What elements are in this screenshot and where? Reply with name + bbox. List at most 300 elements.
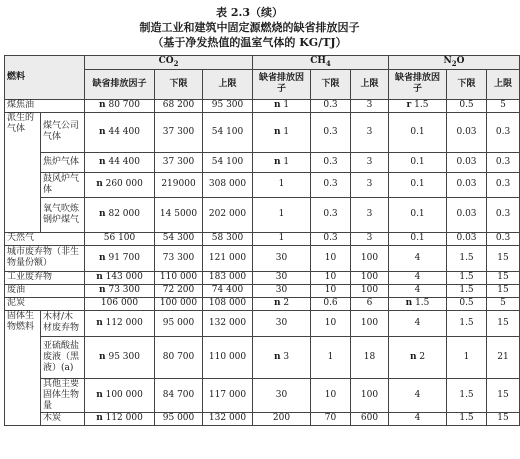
co2-lo-cell: [155, 232, 203, 245]
default-value: 4: [414, 272, 421, 283]
lower-value: 110 000: [159, 272, 198, 283]
fuel-group: 固体生物燃料: [5, 310, 41, 425]
n2o-hi-cell: [487, 297, 520, 310]
lower-value: 14 5000: [159, 209, 198, 220]
ch4-lo-cell: [311, 271, 351, 284]
default-value: 30: [275, 252, 288, 263]
default-value: 4: [414, 389, 421, 400]
co2-lo-cell: [155, 284, 203, 297]
ch4-lo-cell: [311, 232, 351, 245]
n2o-d-cell: [389, 99, 447, 112]
upper-value: 3: [366, 209, 373, 220]
table-number: 表 2.3（续）: [216, 6, 283, 19]
ch4-upper-header: 上限: [351, 69, 389, 99]
co2-header: $CO_2$: [85, 56, 253, 70]
default-value: 1: [283, 100, 290, 111]
quality-flag: n: [99, 351, 106, 362]
ch4-hi-cell: [351, 310, 389, 336]
fuel-subtype: 鼓风炉气体: [41, 172, 85, 197]
default-value: 73 300: [108, 285, 140, 296]
lower-value: 1: [463, 351, 470, 362]
fuel-header: 燃料: [5, 56, 85, 100]
upper-value: 132 000: [208, 413, 247, 424]
lower-value: 70: [324, 413, 337, 424]
ch4-d-cell: [253, 99, 311, 112]
ch4-hi-cell: [351, 152, 389, 172]
co2-hi-cell: [203, 245, 253, 271]
upper-value: 54 100: [211, 156, 244, 167]
default-value: 0.1: [410, 126, 425, 137]
table-row: [5, 297, 520, 310]
co2-d-cell: [85, 412, 155, 425]
table-row: [5, 271, 520, 284]
ch4-hi-cell: [351, 112, 389, 152]
default-value: 44 400: [108, 156, 140, 167]
upper-value: 15: [497, 389, 509, 400]
upper-value: 74 400: [211, 285, 244, 296]
default-value: 30: [275, 317, 288, 328]
quality-flag: n: [96, 179, 103, 190]
n2o-lo-cell: [447, 152, 487, 172]
default-value: 30: [275, 389, 288, 400]
quality-flag: n: [273, 156, 281, 167]
table-row: [5, 172, 520, 197]
co2-hi-cell: [203, 172, 253, 197]
co2-d-cell: [85, 232, 155, 245]
upper-value: 100: [360, 389, 379, 400]
quality-flag: n: [99, 156, 106, 167]
quality-flag: n: [96, 272, 103, 283]
n2o-d-cell: [389, 152, 447, 172]
table-row: [5, 197, 520, 232]
n2o-lo-cell: [447, 310, 487, 336]
upper-value: 121 000: [208, 252, 247, 263]
lower-value: 219000: [161, 179, 196, 190]
table-row: [5, 152, 520, 172]
table-row: [5, 284, 520, 297]
table-row: [5, 245, 520, 271]
table-subtitle: （基于净发热值的温室气体的 KG/TJ）: [152, 36, 347, 49]
ch4-d-cell: [253, 197, 311, 232]
ch4-d-cell: [253, 412, 311, 425]
n2o-lo-cell: [447, 284, 487, 297]
ch4-d-cell: [253, 378, 311, 412]
lower-value: 1.5: [459, 285, 474, 296]
lower-value: 0.5: [459, 298, 474, 309]
default-value: 91 700: [108, 252, 140, 263]
upper-value: 21: [497, 351, 509, 362]
ch4-hi-cell: [351, 271, 389, 284]
co2-hi-cell: [203, 284, 253, 297]
ch4-lo-cell: [311, 197, 351, 232]
lower-value: 0.3: [323, 179, 338, 190]
ch4-lower-header: 下限: [311, 69, 351, 99]
ch4-lo-cell: [311, 310, 351, 336]
n2o-lo-cell: [447, 378, 487, 412]
default-value: 100 000: [105, 389, 143, 400]
co2-d-cell: [85, 271, 155, 284]
quality-flag: n: [273, 126, 281, 137]
ch4-lo-cell: [311, 336, 351, 378]
n2o-lo-cell: [447, 172, 487, 197]
ch4-hi-cell: [351, 336, 389, 378]
upper-value: 117 000: [208, 389, 247, 400]
n2o-d-cell: [389, 172, 447, 197]
default-value: 1: [278, 179, 285, 190]
ch4-hi-cell: [351, 245, 389, 271]
default-value: 0.1: [410, 156, 425, 167]
co2-hi-cell: [203, 232, 253, 245]
lower-value: 0.03: [456, 126, 477, 137]
ch4-d-cell: [253, 297, 311, 310]
n2o-hi-cell: [487, 284, 520, 297]
co2-lo-cell: [155, 271, 203, 284]
n2o-header: $N_2O$: [389, 56, 520, 70]
upper-value: 15: [497, 413, 509, 424]
upper-value: 54 100: [211, 126, 244, 137]
upper-value: 0.3: [495, 179, 511, 190]
fuel-subtype: 亚硫酸盐废液（黑液）(a): [41, 336, 85, 378]
lower-value: 80 700: [162, 351, 195, 362]
ch4-lo-cell: [311, 152, 351, 172]
quality-flag: n: [99, 126, 106, 137]
co2-default-header: 缺省排放因子: [85, 69, 155, 99]
co2-hi-cell: [203, 99, 253, 112]
co2-lo-cell: [155, 172, 203, 197]
co2-hi-cell: [203, 197, 253, 232]
default-value: 80 700: [108, 100, 140, 111]
co2-hi-cell: [203, 152, 253, 172]
n2o-lower-header: 下限: [447, 69, 487, 99]
upper-value: 3: [366, 126, 373, 137]
lower-value: 0.3: [323, 209, 338, 220]
default-value: 1: [278, 209, 285, 220]
ch4-lo-cell: [311, 297, 351, 310]
default-value: 2: [419, 351, 426, 362]
co2-lo-cell: [155, 152, 203, 172]
co2-d-cell: [85, 284, 155, 297]
table-row: [5, 99, 520, 112]
default-value: 56 100: [103, 233, 136, 244]
lower-value: 84 700: [162, 389, 195, 400]
quality-flag: n: [96, 317, 103, 328]
table-row: [5, 310, 520, 336]
fuel-subtype: 氧气吹炼钢炉煤气: [41, 197, 85, 232]
n2o-d-cell: [389, 232, 447, 245]
upper-value: 110 000: [208, 351, 247, 362]
n2o-d-cell: [389, 310, 447, 336]
fuel-name: 城市废弃物（非生物量份额）: [5, 245, 85, 271]
n2o-lo-cell: [447, 297, 487, 310]
ch4-lo-cell: [311, 99, 351, 112]
n2o-hi-cell: [487, 245, 520, 271]
upper-value: 15: [497, 272, 509, 283]
quality-flag: n: [96, 389, 103, 400]
default-value: 1.5: [415, 298, 430, 309]
default-value: 1.5: [414, 100, 429, 111]
upper-value: 0.3: [495, 209, 511, 220]
table-title: 制造工业和建筑中固定源燃烧的缺省排放因子: [139, 21, 360, 34]
ch4-d-cell: [253, 245, 311, 271]
fuel-subtype: 木材/木材废弃物: [41, 310, 85, 336]
co2-lo-cell: [155, 336, 203, 378]
upper-value: 100: [360, 252, 379, 263]
fuel-name: 废油: [5, 284, 85, 297]
co2-d-cell: [85, 99, 155, 112]
ch4-d-cell: [253, 310, 311, 336]
co2-d-cell: [85, 336, 155, 378]
n2o-hi-cell: [487, 412, 520, 425]
co2-hi-cell: [203, 336, 253, 378]
lower-value: 0.5: [459, 100, 474, 111]
n2o-lo-cell: [447, 336, 487, 378]
n2o-d-cell: [389, 284, 447, 297]
ch4-lo-cell: [311, 378, 351, 412]
fuel-subtype: 其他主要固体生物量: [41, 378, 85, 412]
table-row: [5, 378, 520, 412]
n2o-lo-cell: [447, 197, 487, 232]
ch4-d-cell: [253, 112, 311, 152]
emission-factor-table: [4, 55, 520, 426]
table-row: [5, 112, 520, 152]
default-value: 30: [275, 272, 288, 283]
quality-flag: n: [405, 298, 413, 309]
upper-value: 5: [500, 100, 506, 111]
quality-flag: n: [273, 298, 281, 309]
lower-value: 10: [324, 272, 337, 283]
co2-d-cell: [85, 112, 155, 152]
lower-value: 37 300: [162, 126, 195, 137]
co2-d-cell: [85, 310, 155, 336]
lower-value: 0.3: [323, 156, 338, 167]
upper-value: 15: [497, 317, 509, 328]
lower-value: 10: [324, 317, 337, 328]
co2-hi-cell: [203, 412, 253, 425]
default-value: 2: [283, 298, 290, 309]
co2-lo-cell: [155, 112, 203, 152]
default-value: 0.1: [410, 179, 425, 190]
lower-value: 54 300: [162, 233, 195, 244]
default-value: 3: [283, 351, 290, 362]
co2-lo-cell: [155, 378, 203, 412]
lower-value: 1.5: [459, 389, 474, 400]
co2-hi-cell: [203, 271, 253, 284]
quality-flag: n: [99, 100, 106, 111]
ch4-hi-cell: [351, 297, 389, 310]
upper-value: 202 000: [208, 209, 247, 220]
ch4-lo-cell: [311, 172, 351, 197]
ch4-hi-cell: [351, 378, 389, 412]
lower-value: 68 200: [162, 100, 195, 111]
quality-flag: n: [99, 209, 106, 220]
co2-d-cell: [85, 245, 155, 271]
n2o-hi-cell: [487, 197, 520, 232]
upper-value: 0.3: [495, 156, 511, 167]
upper-value: 3: [366, 233, 373, 244]
lower-value: 72 200: [162, 285, 195, 296]
n2o-d-cell: [389, 336, 447, 378]
n2o-hi-cell: [487, 271, 520, 284]
lower-value: 37 300: [162, 156, 195, 167]
default-value: 82 000: [108, 209, 140, 220]
co2-lo-cell: [155, 412, 203, 425]
default-value: 106 000: [100, 298, 139, 309]
lower-value: 1.5: [459, 272, 474, 283]
upper-value: 183 000: [208, 272, 247, 283]
co2-d-cell: [85, 297, 155, 310]
upper-value: 58 300: [211, 233, 244, 244]
n2o-hi-cell: [487, 112, 520, 152]
ch4-d-cell: [253, 271, 311, 284]
n2o-lo-cell: [447, 412, 487, 425]
upper-value: 6: [366, 298, 373, 309]
fuel-name: 泥炭: [5, 297, 85, 310]
upper-value: 108 000: [208, 298, 247, 309]
upper-value: 100: [360, 285, 379, 296]
n2o-hi-cell: [487, 232, 520, 245]
ch4-hi-cell: [351, 99, 389, 112]
ch4-hi-cell: [351, 284, 389, 297]
default-value: 0.1: [410, 233, 425, 244]
lower-value: 0.3: [323, 126, 338, 137]
ch4-header: $CH_4$: [253, 56, 389, 70]
co2-d-cell: [85, 152, 155, 172]
lower-value: 100 000: [159, 298, 198, 309]
upper-value: 3: [366, 100, 373, 111]
lower-value: 0.03: [456, 156, 477, 167]
n2o-hi-cell: [487, 336, 520, 378]
upper-value: 15: [497, 252, 509, 263]
fuel-subtype: 木炭: [41, 412, 85, 425]
default-value: 95 300: [108, 351, 140, 362]
lower-value: 0.3: [323, 100, 338, 111]
quality-flag: n: [409, 351, 417, 362]
upper-value: 0.3: [495, 233, 511, 244]
co2-d-cell: [85, 378, 155, 412]
lower-value: 0.3: [323, 233, 338, 244]
n2o-d-cell: [389, 271, 447, 284]
ch4-d-cell: [253, 152, 311, 172]
co2-lo-cell: [155, 197, 203, 232]
default-value: 200: [272, 413, 291, 424]
n2o-hi-cell: [487, 310, 520, 336]
n2o-lo-cell: [447, 232, 487, 245]
n2o-lo-cell: [447, 99, 487, 112]
quality-flag: n: [273, 351, 281, 362]
quality-flag: r: [406, 100, 412, 111]
default-value: 1: [283, 126, 290, 137]
default-value: 260 000: [105, 179, 143, 190]
lower-value: 0.6: [323, 298, 338, 309]
default-value: 112 000: [105, 317, 143, 328]
default-value: 1: [278, 233, 285, 244]
upper-value: 132 000: [208, 317, 247, 328]
fuel-name: 煤焦油: [5, 99, 85, 112]
default-value: 4: [414, 413, 421, 424]
upper-value: 3: [366, 179, 373, 190]
ch4-d-cell: [253, 284, 311, 297]
ch4-lo-cell: [311, 245, 351, 271]
upper-value: 15: [497, 285, 509, 296]
co2-lo-cell: [155, 297, 203, 310]
ch4-hi-cell: [351, 412, 389, 425]
table-row: [5, 232, 520, 245]
upper-value: 100: [360, 272, 379, 283]
n2o-d-cell: [389, 245, 447, 271]
default-value: 0.1: [410, 209, 425, 220]
quality-flag: n: [96, 413, 103, 424]
co2-d-cell: [85, 197, 155, 232]
upper-value: 18: [363, 351, 376, 362]
co2-hi-cell: [203, 378, 253, 412]
default-value: 44 400: [108, 126, 140, 137]
n2o-d-cell: [389, 297, 447, 310]
n2o-hi-cell: [487, 152, 520, 172]
co2-lower-header: 下限: [155, 69, 203, 99]
lower-value: 10: [324, 252, 337, 263]
co2-lo-cell: [155, 99, 203, 112]
ch4-hi-cell: [351, 232, 389, 245]
co2-lo-cell: [155, 310, 203, 336]
co2-d-cell: [85, 172, 155, 197]
ch4-lo-cell: [311, 112, 351, 152]
fuel-group: 派生的气体: [5, 112, 41, 232]
default-value: 4: [414, 317, 421, 328]
n2o-hi-cell: [487, 99, 520, 112]
upper-value: 308 000: [208, 179, 247, 190]
co2-hi-cell: [203, 112, 253, 152]
ch4-d-cell: [253, 336, 311, 378]
upper-value: 100: [360, 317, 379, 328]
quality-flag: n: [99, 252, 106, 263]
default-value: 4: [414, 285, 421, 296]
ch4-default-header: 缺省排放因子: [253, 69, 311, 99]
ch4-hi-cell: [351, 172, 389, 197]
upper-value: 5: [500, 298, 506, 309]
n2o-d-cell: [389, 112, 447, 152]
upper-value: 95 300: [211, 100, 244, 111]
lower-value: 10: [324, 389, 337, 400]
ch4-lo-cell: [311, 284, 351, 297]
lower-value: 0.03: [456, 209, 477, 220]
quality-flag: n: [99, 285, 106, 296]
n2o-lo-cell: [447, 271, 487, 284]
upper-value: 0.3: [495, 126, 511, 137]
n2o-default-header: 缺省排放因子: [389, 69, 447, 99]
lower-value: 1.5: [459, 413, 474, 424]
table-row: [5, 412, 520, 425]
n2o-lo-cell: [447, 245, 487, 271]
n2o-d-cell: [389, 412, 447, 425]
n2o-lo-cell: [447, 112, 487, 152]
fuel-subtype: 煤气公司气体: [41, 112, 85, 152]
default-value: 30: [275, 285, 288, 296]
co2-upper-header: 上限: [203, 69, 253, 99]
lower-value: 1: [327, 351, 334, 362]
lower-value: 95 000: [162, 413, 195, 424]
ch4-hi-cell: [351, 197, 389, 232]
upper-value: 3: [366, 156, 373, 167]
n2o-upper-header: 上限: [487, 69, 520, 99]
lower-value: 1.5: [459, 317, 474, 328]
default-value: 112 000: [105, 413, 143, 424]
n2o-hi-cell: [487, 378, 520, 412]
fuel-name: 天然气: [5, 232, 85, 245]
n2o-d-cell: [389, 378, 447, 412]
upper-value: 600: [360, 413, 379, 424]
lower-value: 0.03: [456, 233, 477, 244]
n2o-d-cell: [389, 197, 447, 232]
